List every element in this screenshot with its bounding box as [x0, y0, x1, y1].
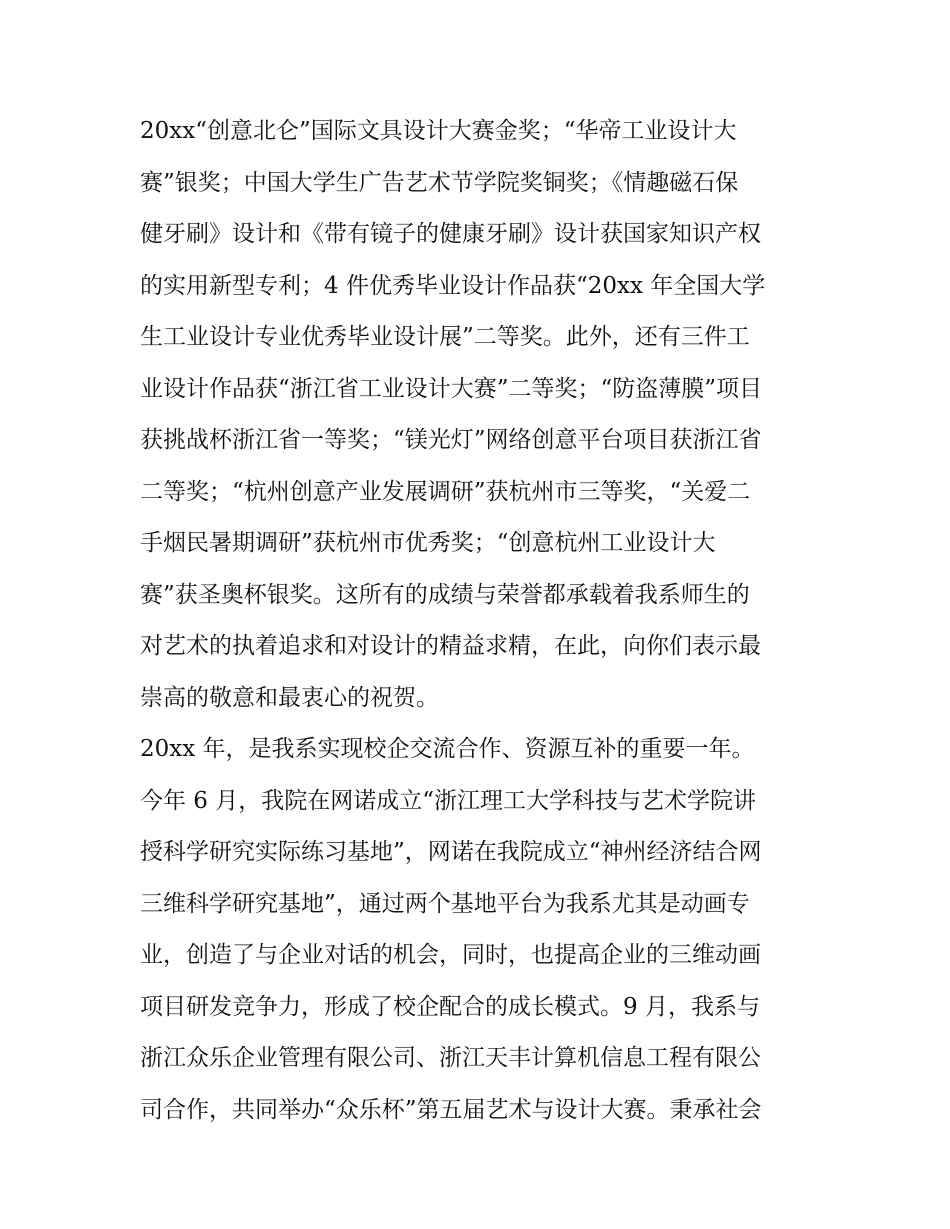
- text-line: 授科学研究实际练习基地”，网诺在我院成立“神州经济结合网: [140, 839, 762, 865]
- text-line: 赛”银奖；中国大学生广告艺术节学院奖铜奖；《情趣磁石保: [140, 169, 739, 196]
- text-line: 业，创造了与企业对话的机会，同时，也提高企业的三维动画: [140, 942, 761, 968]
- text-line: 的实用新型专利；4 件优秀毕业设计作品获“20xx 年全国大学: [140, 272, 766, 299]
- text-line: 项目研发竞争力，形成了校企配合的成长模式。9 月，我系与: [140, 993, 760, 1020]
- text-line: 浙江众乐企业管理有限公司、浙江天丰计算机信息工程有限公: [140, 1045, 761, 1071]
- text-line: 生工业设计专业优秀毕业设计展”二等奖。此外，还有三件工: [140, 324, 750, 350]
- text-line: 二等奖；“杭州创意产业发展调研”获杭州市三等奖，“关爱二: [140, 478, 751, 505]
- text-line: 对艺术的执着追求和对设计的精益求精，在此，向你们表示最: [140, 633, 761, 659]
- text-line: 崇高的敬意和最衷心的祝贺。: [140, 684, 439, 711]
- text-line: 健牙刷》设计和《带有镜子的健康牙刷》设计获国家知识产权: [140, 221, 761, 247]
- text-line: 司合作，共同举办“众乐杯”第五届艺术与设计大赛。秉承社会: [140, 1096, 762, 1123]
- text-line: 今年 6 月，我院在网诺成立“浙江理工大学科技与艺术学院讲: [140, 787, 757, 814]
- text-line: 手烟民暑期调研”获杭州市优秀奖；“创意杭州工业设计大: [140, 530, 716, 556]
- text-line: 20xx 年，是我系实现校企交流合作、资源互补的重要一年。: [140, 736, 755, 762]
- text-line: 获挑战杯浙江省一等奖；“镁光灯”网络创意平台项目获浙江省: [140, 427, 762, 453]
- text-line: 20xx“创意北仑”国际文具设计大赛金奖；“华帝工业设计大: [140, 118, 737, 144]
- text-line: 业设计作品获“浙江省工业设计大赛”二等奖；“防盗薄膜”项目: [140, 375, 763, 402]
- text-line: 赛”获圣奥杯银奖。这所有的成绩与荣誉都承载着我系师生的: [140, 581, 750, 608]
- text-line: 三维科学研究基地”，通过两个基地平台为我系尤其是动画专: [140, 890, 750, 917]
- body-text: [140, 106, 820, 1136]
